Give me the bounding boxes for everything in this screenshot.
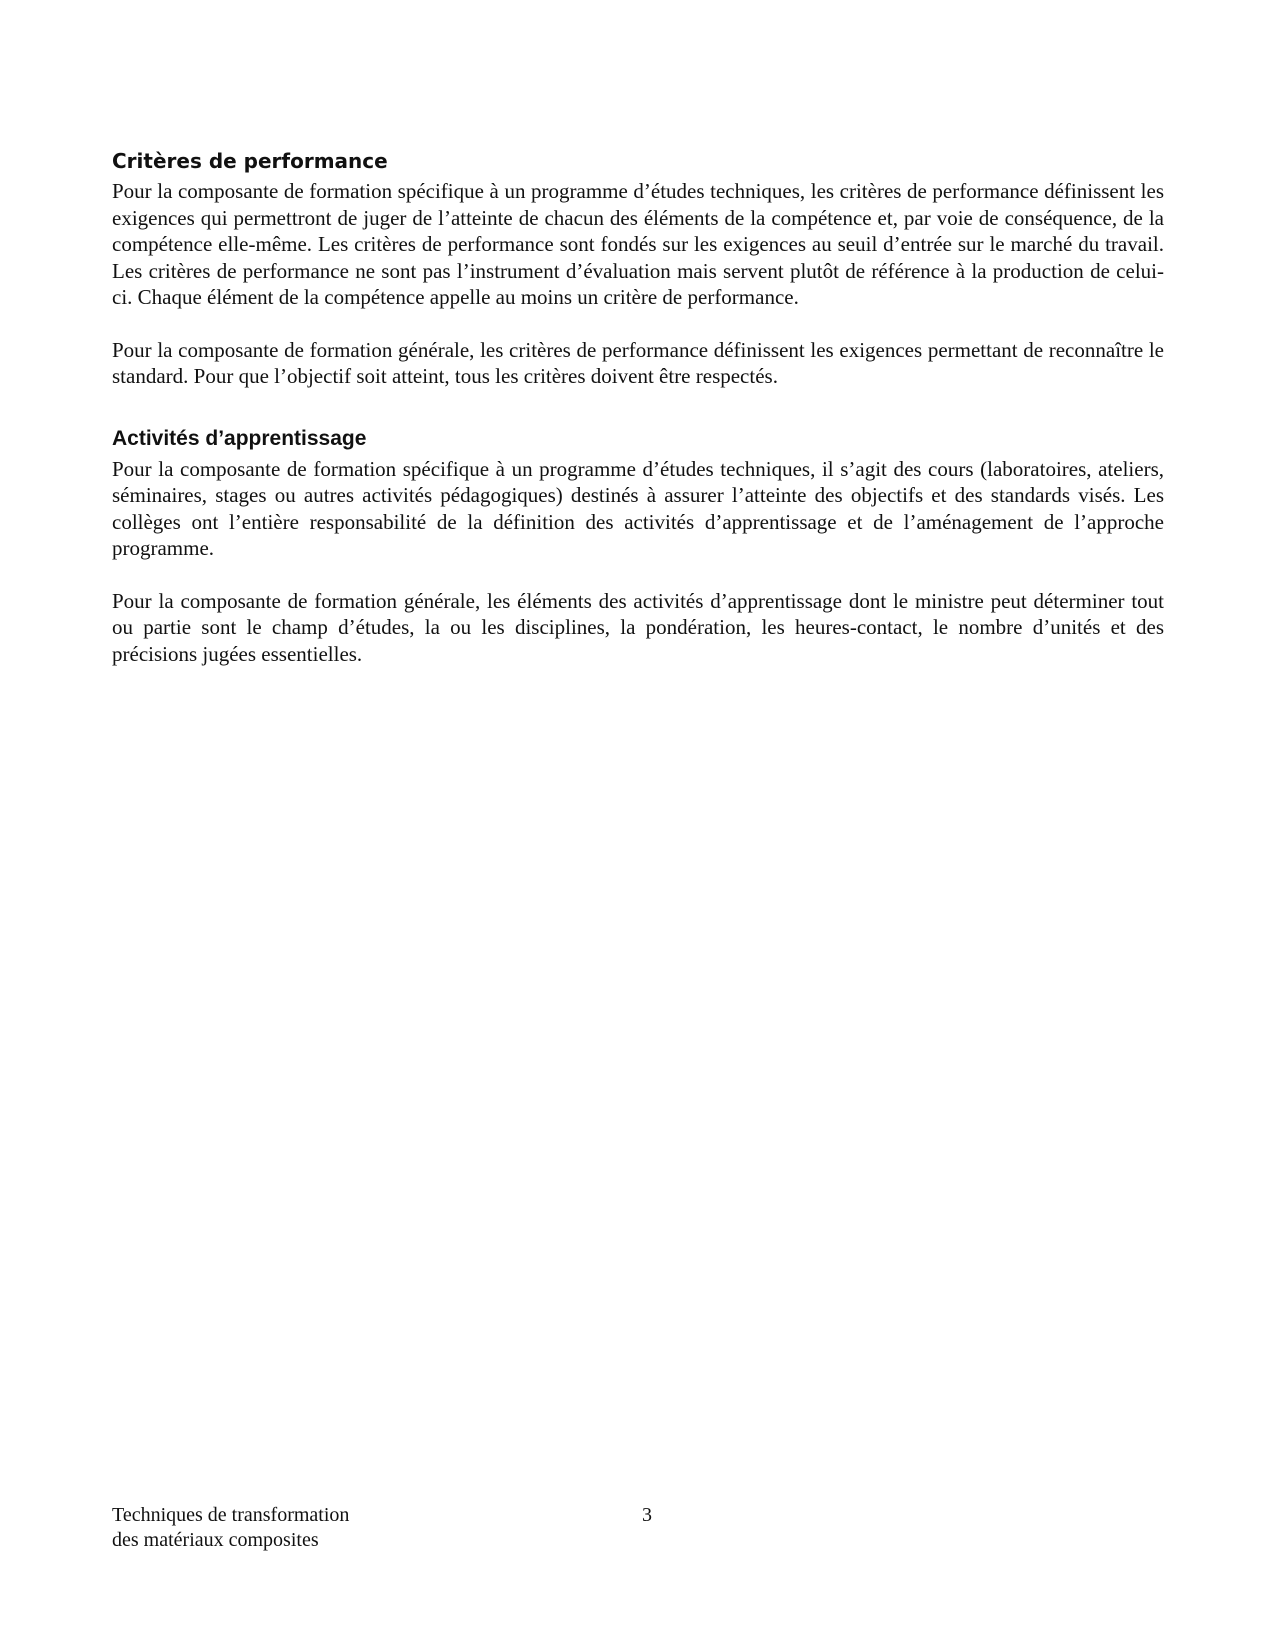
paragraph-spacer bbox=[112, 311, 1164, 337]
paragraph-activites-specifique: Pour la composante de formation spécifique à un programme d’études techniques, il s’agit des cours (laboratoires, ateliers, séminaires, stages ou autres activités pédagogiques) destinés à assurer l’atteinte des objectifs et des standards visés. Les collèges ont l’entière responsabilité de la définition des activités d’apprentissage et de l’aménagement de l’approche programme. bbox=[112, 456, 1164, 560]
paragraph-criteres-specifique: Pour la composante de formation spécifique à un programme d’études techniques, les critères de performance définissent les exigences qui permettront de juger de l’atteinte de chacun des éléments de la compétence et, par voie de conséquence, de la compétence elle-même. Les critères de performance sont fondés sur les exigences au seuil d’entrée sur le marché du travail. Les critères de performance ne sont pas l’instrument d’évaluation mais servent plutôt de référence à la production de celui-ci. Chaque élément de la compétence appelle au moins un critère de performance. bbox=[112, 179, 1164, 309]
footer-program-line2: des matériaux composites bbox=[112, 1529, 319, 1551]
footer-program-line1: Techniques de transformation bbox=[112, 1504, 350, 1526]
paragraph-criteres-generale: Pour la composante de formation générale, les critères de performance définissent les exigences permettant de reconnaître le standard. Pour que l’objectif soit atteint, tous les critères doivent être respectés. bbox=[112, 337, 1164, 388]
document-body bbox=[112, 148, 1164, 667]
section-spacer bbox=[112, 390, 1164, 426]
section-heading-criteres: Critères de performance bbox=[112, 149, 388, 173]
paragraph-spacer bbox=[112, 562, 1164, 588]
footer-program-title bbox=[112, 1503, 442, 1553]
page-number: 3 bbox=[642, 1504, 652, 1526]
section-heading-activites: Activités d’apprentissage bbox=[112, 426, 367, 450]
paragraph-activites-generale: Pour la composante de formation générale, les éléments des activités d’apprentissage dont le ministre peut déterminer tout ou partie sont le champ d’études, la ou les disciplines, la pondération, les heures-contact, le nombre d’unités et des précisions jugées essentielles. bbox=[112, 588, 1164, 666]
